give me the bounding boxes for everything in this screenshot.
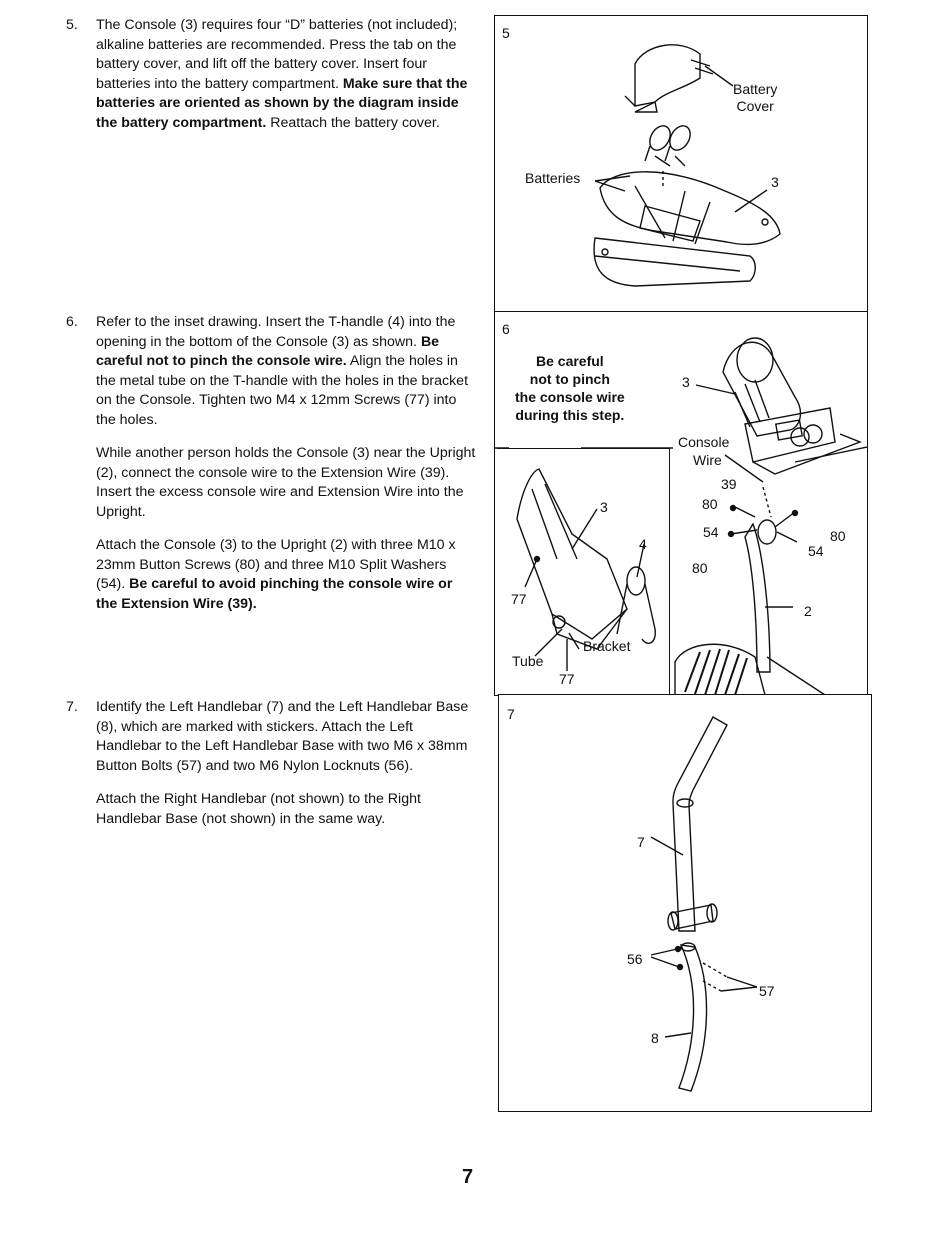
figure-5-panel [494,15,868,313]
step-body [96,698,476,829]
label-battery-cover: Battery Cover [733,81,778,114]
figure-6-panel [494,311,868,696]
step-number: 6. [66,314,78,330]
text: Identify the Left Handlebar (7) and the Left Handlebar Base (8), which are marked with stickers. Attach the Left Handlebar to the Left Handlebar Base with two M6 x 38mm Button Bolts (57) and two M6 Nylon Locknuts (56). [96,699,469,774]
label-wire: Wire [693,452,722,468]
label-part-39: 39 [721,476,737,492]
label-part-7: 7 [637,834,645,850]
label-part-80: 80 [692,560,708,576]
label-part-3: 3 [682,374,690,390]
step-paragraph [96,790,476,829]
step-body [96,313,476,614]
battery-compartment-drawing [495,16,867,312]
figure-number: 5 [502,25,510,41]
text: Attach the Right Handlebar (not shown) to the Right Handlebar Base (not shown) in the same way. [96,791,421,827]
step-number: 5. [66,17,78,33]
bold-text: Make sure that the batteries are oriented as shown by the diagram inside the battery compartment. [96,75,468,131]
text: Reattach the battery cover. [266,114,440,131]
step-paragraph [96,536,476,614]
text: The Console (3) requires four “D” batteries (not included); alkaline batteries are recommended. Press the tab on the battery cover, and lift off the battery cover. Insert four batteries into the battery compartment. [96,17,458,92]
text: Attach the Console (3) to the Upright (2) with three M10 x 23mm Button Screws (80) and three M10 Split Washers (54). [96,537,456,592]
text: While another person holds the Console (3) near the Upright (2), connect the console wire to the Extension Wire (39). Insert the excess console wire and Extension Wire into the Upright. [96,445,476,520]
label-part-2: 2 [804,603,812,619]
step-paragraph [96,16,476,133]
label-part-54: 54 [808,543,824,559]
step-body [96,16,476,133]
label-part-80: 80 [830,528,846,544]
label-bracket: Bracket [583,638,631,654]
label-part-3: 3 [771,174,779,190]
label-part-56: 56 [627,951,643,967]
page-number: 7 [462,1166,474,1188]
step-5 [66,16,476,147]
figure-number: 6 [502,321,510,337]
bold-text: Be careful not to pinch the console wire. [96,333,440,369]
label-part-54: 54 [703,524,719,540]
step-number: 7. [66,699,78,715]
figure-number: 7 [507,706,515,722]
label-part-3: 3 [600,499,608,515]
step-paragraph [96,444,476,522]
label-console: Console [678,434,730,450]
bold-text: Be careful to avoid pinching the console wire or the Extension Wire (39). [96,576,453,612]
figure-7-panel [498,694,872,1112]
label-part-4: 4 [639,536,647,552]
label-part-57: 57 [759,983,775,999]
text: Refer to the inset drawing. Insert the T-handle (4) into the opening in the bottom of the Console (3) as shown. [96,314,456,350]
step-paragraph [96,313,476,430]
caution-note: Be careful not to pinch the console wire during this step. [515,353,625,423]
step-6 [66,313,476,628]
handlebar-drawing [499,695,871,1111]
text: Align the holes in the metal tube on the T-handle with the holes in the bracket on the Console. Tighten two M4 x 12mm Screws (77) into the holes. [96,353,469,428]
label-tube: Tube [512,653,544,669]
step-7 [66,698,476,843]
label-part-77: 77 [559,671,575,687]
inset-drawing [497,448,670,694]
label-batteries: Batteries [525,170,581,186]
label-part-8: 8 [651,1030,659,1046]
label-part-80: 80 [702,496,718,512]
label-part-77: 77 [511,591,527,607]
step-paragraph [96,698,476,776]
